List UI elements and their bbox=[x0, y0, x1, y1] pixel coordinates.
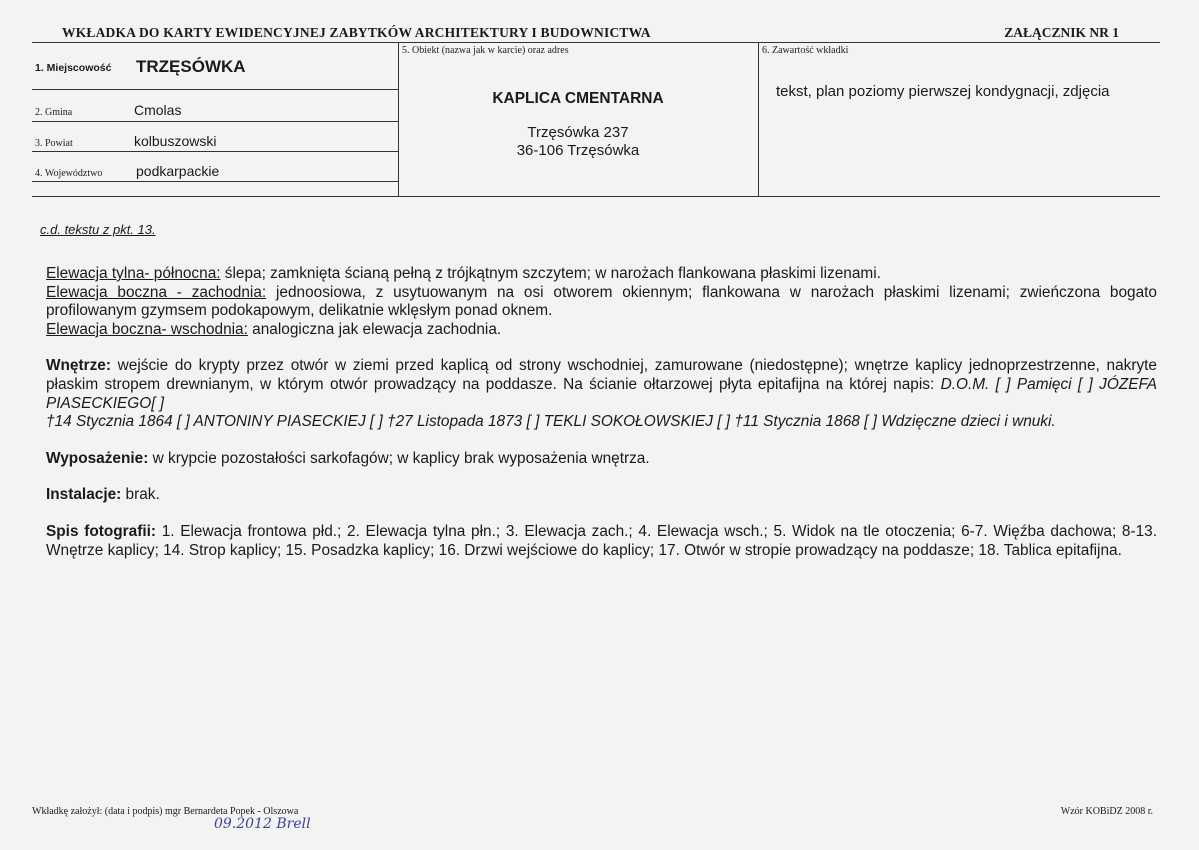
text-elewacja-wschodnia: analogiczna jak elewacja zachodnia. bbox=[247, 320, 502, 338]
handwritten-signature: 09.2012 Brell bbox=[214, 816, 311, 832]
paragraph-elewacja-zachodnia bbox=[46, 284, 1157, 321]
label-elewacja-tylna: Elewacja tylna- północna: bbox=[46, 265, 221, 282]
row-divider-1 bbox=[32, 89, 398, 90]
wojewodztwo-label: 4. Województwo bbox=[35, 168, 103, 179]
paragraph-instalacje bbox=[46, 486, 1157, 505]
wojewodztwo-value: podkarpackie bbox=[136, 163, 220, 179]
obiekt-address-line-1: Trzęsówka 237 bbox=[527, 124, 629, 141]
body-text bbox=[46, 265, 1157, 560]
miejscowosc-label: 1. Miejscowość bbox=[35, 62, 112, 74]
column-divider-2 bbox=[758, 42, 759, 196]
powiat-label: 3. Powiat bbox=[35, 138, 73, 149]
paragraph-elewacja-wschodnia bbox=[46, 321, 1157, 340]
text-elewacja-zachodnia: jednoosiowa, z usytuowanym na osi otworem okiennym; flankowana w narożach płaskimi lizenami; zwieńczona bogato profilowanym gzymsem podokapowym, delikatnie wklęsłym ponad oknem. bbox=[46, 283, 1157, 320]
document-title: WKŁADKA DO KARTY EWIDENCYJNEJ ZABYTKÓW ARCHITEKTURY I BUDOWNICTWA bbox=[62, 25, 651, 40]
row-divider-3 bbox=[32, 151, 398, 152]
label-wyposazenie: Wyposażenie: bbox=[46, 449, 149, 467]
obiekt-address-line-2: 36-106 Trzęsówka bbox=[516, 142, 640, 159]
obiekt-block bbox=[398, 90, 758, 160]
row-divider-4 bbox=[32, 181, 398, 182]
paragraph-spis-fotografii bbox=[46, 523, 1157, 560]
continuation-note: c.d. tekstu z pkt. 13. bbox=[40, 222, 156, 237]
annex-number: ZAŁĄCZNIK NR 1 bbox=[1004, 25, 1119, 40]
label-spis-fotografii: Spis fotografii: bbox=[46, 522, 157, 540]
text-wyposazenie: w krypcie pozostałości sarkofagów; w kaplicy brak wyposażenia wnętrza. bbox=[148, 449, 650, 467]
label-instalacje: Instalacje: bbox=[46, 486, 122, 504]
text-wnetrze: wejście do krypty przez otwór w ziemi przed kaplicą od strony wschodniej, zamurowane (niedostępne); wnętrze kaplicy jednoprzestrzenne, nakryte płaskim stropem drewnianym, w którym otwór prowadzący na poddasze. Na ścianie ołtarzowej płyta epitafijna na której napis: bbox=[46, 357, 1157, 393]
text-instalacje: brak. bbox=[121, 486, 160, 504]
inscription-line-2: †14 Stycznia 1864 [ ] ANTONINY PIASECKIEJ [ ] †27 Listopada 1873 [ ] TEKLI SOKOŁOWSKIEJ [ ] †11 Stycznia 1868 [ ] Wdzięczne dzieci i wnuki. bbox=[46, 413, 1056, 431]
text-spis-fotografii: 1. Elewacja frontowa płd.; 2. Elewacja tylna płn.; 3. Elewacja zach.; 4. Elewacja wsch.; 5. Widok na tle otoczenia; 6-7. Więźba dachowa; 8-13. Wnętrze kaplicy; 14. Strop kaplicy; 15. Posadzka kaplicy; 16. Drzwi wejściowe do kaplicy; 17. Otwór w stropie prowadzący na poddasze; 18. Tablica epitafijna. bbox=[46, 522, 1157, 559]
label-wnetrze: Wnętrze: bbox=[46, 357, 111, 375]
zawartosc-value: tekst, plan poziomy pierwszej kondygnacji, zdjęcia bbox=[776, 83, 1110, 100]
label-elewacja-wschodnia: Elewacja boczna- wschodnia: bbox=[46, 320, 248, 338]
row-divider-2 bbox=[32, 121, 398, 122]
template-version: Wzór KOBiDZ 2008 r. bbox=[1060, 806, 1153, 817]
label-elewacja-zachodnia: Elewacja boczna - zachodnia: bbox=[46, 283, 267, 301]
obiekt-label: 5. Obiekt (nazwa jak w karcie) oraz adres bbox=[402, 45, 569, 56]
obiekt-name: KAPLICA CMENTARNA bbox=[492, 90, 664, 107]
text-elewacja-tylna: ślepa; zamknięta ścianą pełną z trójkątnym szczytem; w narożach flankowana płaskimi lizenami. bbox=[220, 265, 881, 282]
author-note: Wkładkę założył: (data i podpis) mgr Bernardeta Popek - Olszowa bbox=[32, 806, 299, 817]
gmina-label: 2. Gmina bbox=[35, 107, 73, 118]
gmina-value: Cmolas bbox=[134, 102, 182, 118]
paragraph-wyposazenie bbox=[46, 450, 1157, 469]
zawartosc-label: 6. Zawartość wkładki bbox=[762, 45, 849, 56]
inscription-line-1: D.O.M. [ ] Pamięci [ ] JÓZEFA PIASECKIEGO[ ] bbox=[46, 375, 1157, 412]
miejscowosc-value: TRZĘSÓWKA bbox=[136, 57, 246, 76]
table-bottom-rule bbox=[32, 196, 1160, 197]
paragraph-wnetrze bbox=[46, 357, 1157, 413]
header-rule bbox=[32, 42, 1160, 43]
paragraph-elewacja-tylna bbox=[46, 265, 1157, 284]
powiat-value: kolbuszowski bbox=[134, 133, 217, 149]
